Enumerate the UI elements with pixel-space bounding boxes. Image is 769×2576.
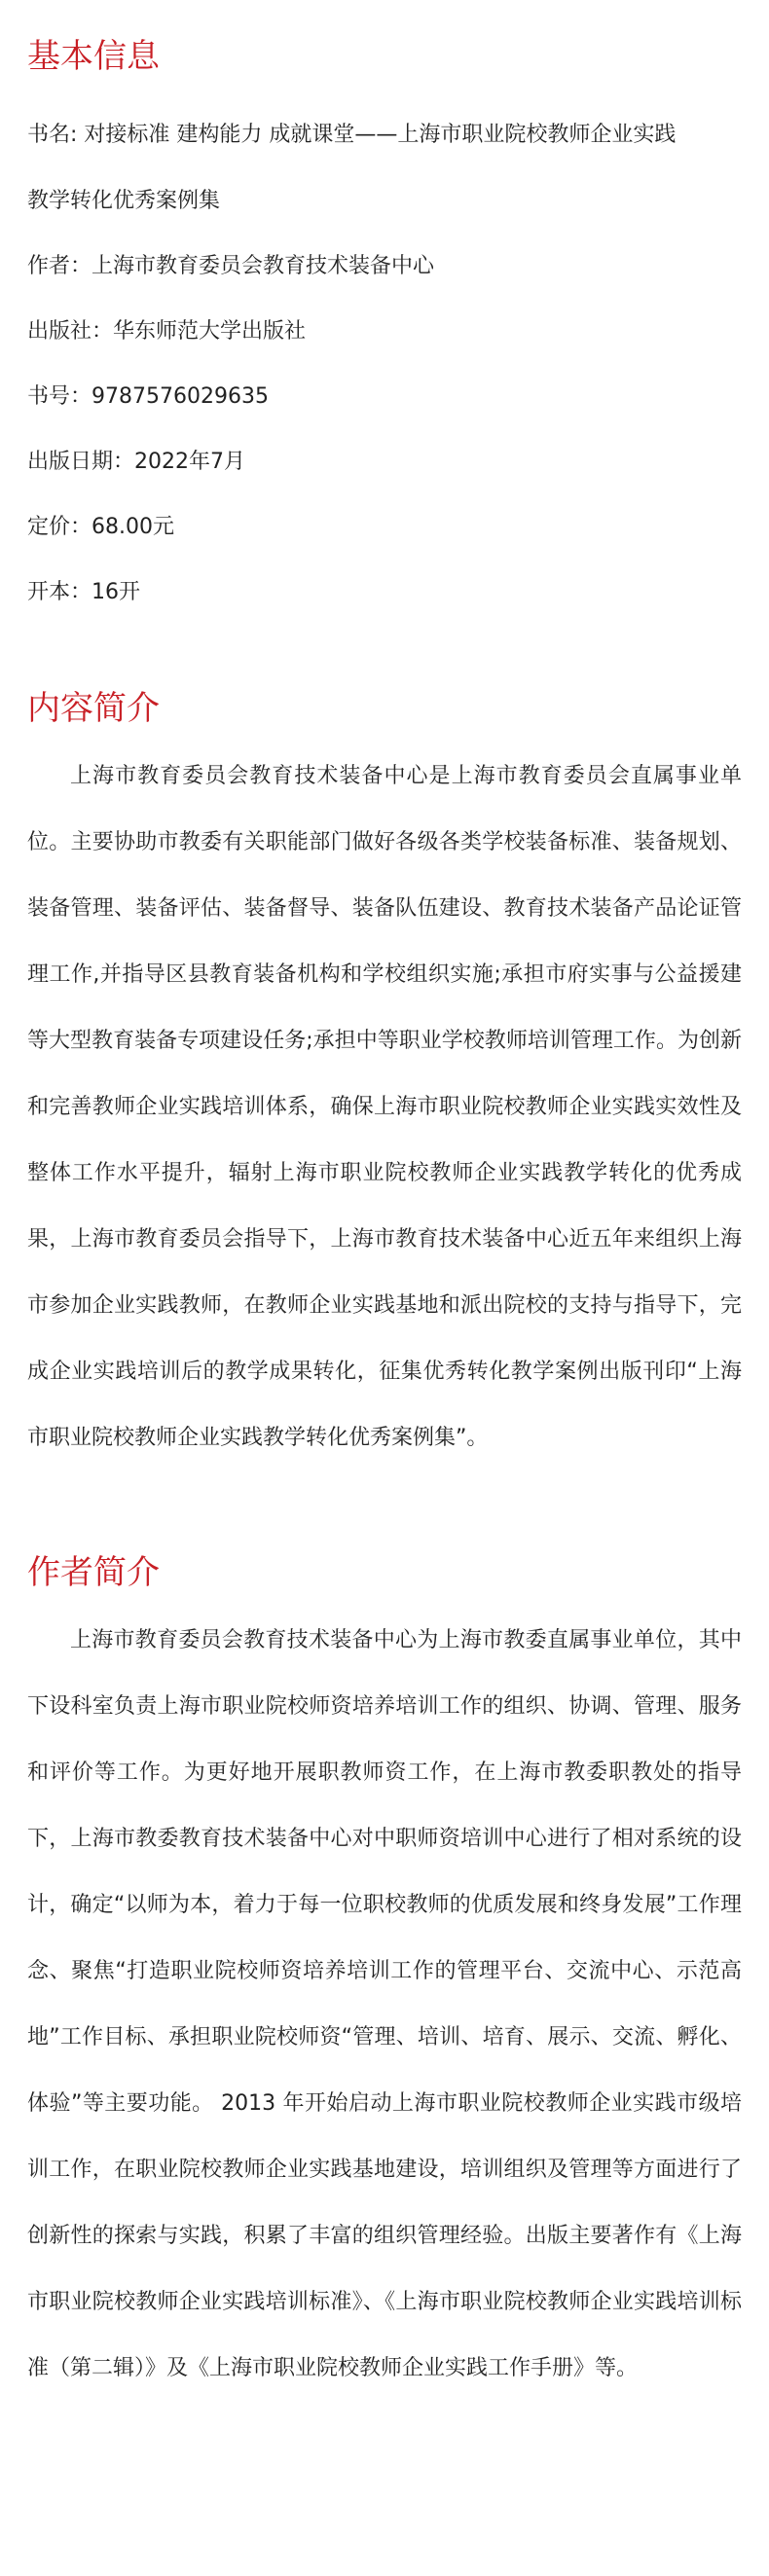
book-isbn: 书号：9787576029635 [27,384,269,409]
author-intro-paragraph: 上海市教育委员会教育技术装备中心为上海市教委直属事业单位，其中下设科室负责上海市职业院校师资培养培训工作的组织、协调、管理、服务和评价等工作。为更好地开展职教师资工作，在上海市教委职教处的指导下，上海市教委教育技术装备中心对中职师资培训中心进行了相对系统的设计，确定“以师为本，着力于每一位职校教师的优质发展和终身发展”工作理念、聚焦“打造职业院校师资培养培训工作的管理平台、交流中心、示范高地”工作目标、承担职业院校师资“管理、培训、培育、展示、交流、孵化、体验”等主要功能。 2013 年开始启动上海市职业院校教师企业实践市级培训工作，在职业院校教师企业实践基地建设，培训组织及管理等方面进行了创新性的探索与实践，积累了丰富的组织管理经验。出版主要著作有《上海市职业院校教师企业实践培训标准》、《上海市职业院校教师企业实践培训标准（第二辑）》及《上海市职业院校教师企业实践工作手册》等。 [27,1628,742,2380]
book-title-line-1: 书名: 对接标准 建构能力 成就课堂——上海市职业院校教师企业实践 [27,123,677,147]
book-price: 定价：68.00元 [27,515,174,539]
content-intro-paragraph: 上海市教育委员会教育技术装备中心是上海市教育委员会直属事业单位。主要协助市教委有关职能部门做好各级各类学校装备标准、装备规划、装备管理、装备评估、装备督导、装备队伍建设、教育技术装备产品论证管理工作,并指导区县教育装备机构和学校组织实施;承担市府实事与公益援建等大型教育装备专项建设任务;承担中等职业学校教师培训管理工作。为创新和完善教师企业实践培训体系，确保上海市职业院校教师企业实践实效性及整体工作水平提升，辐射上海市职业院校教师企业实践教学转化的优秀成果，上海市教育委员会指导下，上海市教育技术装备中心近五年来组织上海市参加企业实践教师，在教师企业实践基地和派出院校的支持与指导下，完成企业实践培训后的教学成果转化，征集优秀转化教学案例出版刊印“上海市职业院校教师企业实践教学转化优秀案例集”。 [27,764,742,1450]
book-author: 作者：上海市教育委员会教育技术装备中心 [27,254,435,278]
basic-info-block [27,121,742,607]
basic-info-heading: 基本信息 [27,37,160,76]
author-intro-heading: 作者简介 [27,1553,160,1592]
book-title-line-2: 教学转化优秀案例集 [27,189,221,213]
book-publish-date: 出版日期：2022年7月 [27,450,245,474]
content-intro-heading: 内容简介 [27,689,160,728]
book-format: 开本：16开 [27,580,140,604]
book-publisher: 出版社：华东师范大学出版社 [27,319,307,344]
